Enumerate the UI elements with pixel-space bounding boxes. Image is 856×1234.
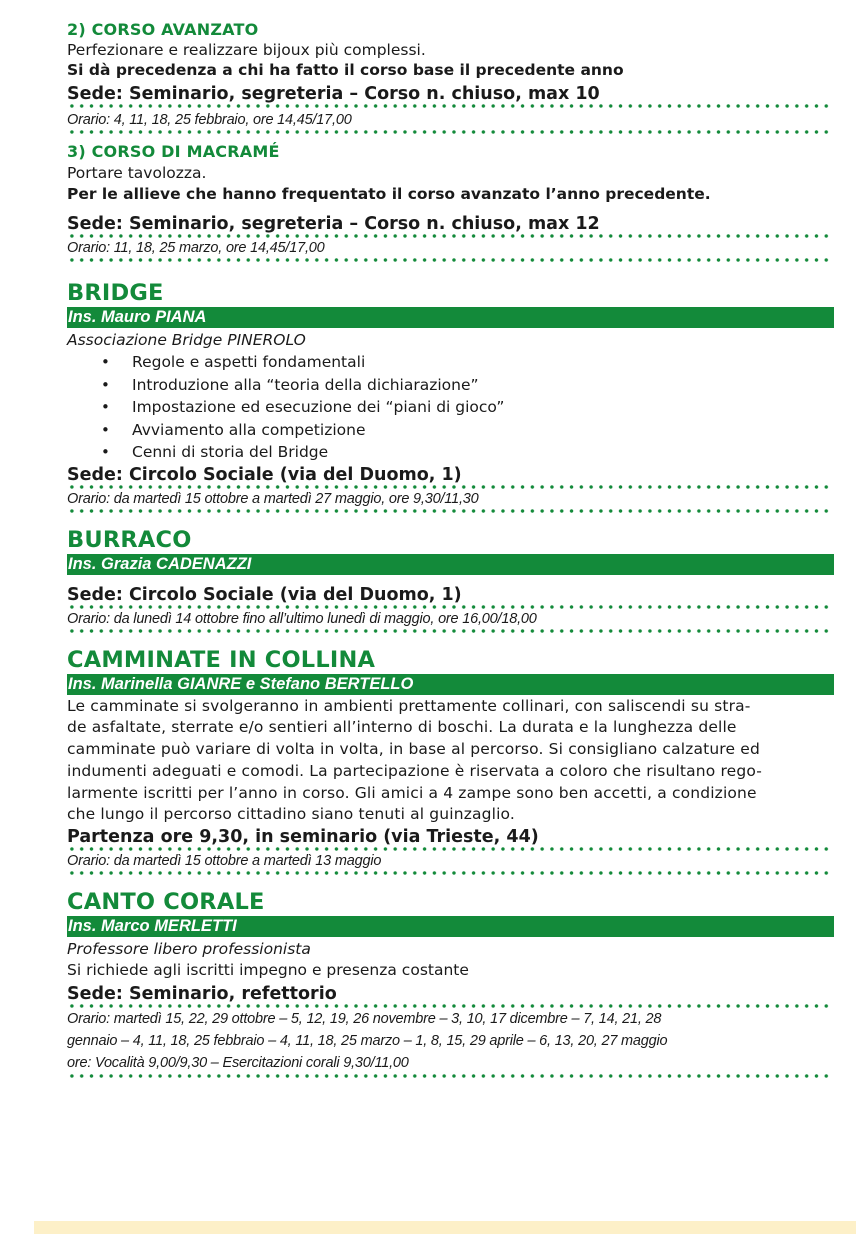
burraco-teacher-bar: Ins. Grazia CADENAZZI: [67, 554, 834, 575]
section-corso-avanzato: [67, 20, 834, 134]
corso-avanzato-desc: Perfezionare e realizzare bijoux più complessi.: [67, 41, 426, 59]
list-item: • Cenni di storia del Bridge: [67, 441, 834, 464]
canto-orario-line: Orario: martedì 15, 22, 29 ottobre – 5, 12, 19, 26 novembre – 3, 10, 17 dicembre – 7, 14, 21, 28: [67, 1011, 662, 1028]
section-camminate: [67, 647, 834, 876]
canto-orario-line: gennaio – 4, 11, 18, 25 febbraio – 4, 11, 18, 25 marzo – 1, 8, 15, 29 aprile – 6, 13, 20, 27 maggio: [67, 1033, 668, 1050]
bridge-sede: Sede: Circolo Sociale (via del Duomo, 1): [67, 464, 462, 485]
bridge-association: Associazione Bridge PINEROLO: [67, 331, 306, 349]
bullet-icon: •: [101, 375, 110, 394]
corso-avanzato-heading: 2) CORSO AVANZATO: [67, 20, 259, 39]
camminate-teacher-bar: Ins. Marinella GIANRE e Stefano BERTELLO: [67, 674, 834, 695]
canto-title: CANTO CORALE: [67, 889, 265, 916]
list-item: • Introduzione alla “teoria della dichiarazione”: [67, 374, 834, 397]
divider-dots: [67, 629, 834, 633]
description-line: Le camminate si svolgeranno in ambienti prettamente collinari, con saliscendi su stra-: [67, 696, 751, 715]
canto-teacher-bar: Ins. Marco MERLETTI: [67, 916, 834, 937]
corso-macrame-desc: Portare tavolozza.: [67, 164, 207, 182]
divider-dots: [67, 509, 834, 513]
corso-macrame-orario: Orario: 11, 18, 25 marzo, ore 14,45/17,00: [67, 240, 325, 256]
corso-avanzato-note: Si dà precedenza a chi ha fatto il corso base il precedente anno: [67, 61, 624, 79]
description-line: camminate può variare di volta in volta, in base al percorso. Si consigliano calzature ed: [67, 740, 760, 759]
canto-note: Si richiede agli iscritti impegno e presenza costante: [67, 961, 469, 980]
description-line: larmente iscritti per l’anno in corso. Gli amici a 4 zampe sono ben accetti, a condizione: [67, 783, 757, 802]
divider-dots: [67, 871, 834, 875]
section-corso-macrame: [67, 142, 834, 262]
divider-dots: [67, 130, 834, 134]
bridge-teacher-bar: Ins. Mauro PIANA: [67, 307, 834, 328]
course-page: [67, 20, 834, 1078]
bridge-orario: Orario: da martedì 15 ottobre a martedì 27 maggio, ore 9,30/11,30: [67, 490, 479, 507]
canto-orario-line: ore: Vocalità 9,00/9,30 – Esercitazioni corali 9,30/11,00: [67, 1055, 409, 1072]
burraco-title: BURRACO: [67, 526, 192, 553]
camminate-orario: Orario: da martedì 15 ottobre a martedì 13 maggio: [67, 853, 382, 870]
bullet-icon: •: [101, 420, 110, 439]
list-item: • Avviamento alla competizione: [67, 419, 834, 442]
description-line: de asfaltate, sterrate e/o sentieri all’interno di boschi. La durata e la lunghezza delle: [67, 718, 737, 737]
camminate-description: [67, 696, 834, 827]
corso-macrame-note: Per le allieve che hanno frequentato il corso avanzato l’anno precedente.: [67, 185, 711, 203]
camminate-partenza: Partenza ore 9,30, in seminario (via Trieste, 44): [67, 827, 539, 848]
divider-dots: [67, 258, 834, 262]
bridge-topics-list: [67, 351, 834, 464]
bullet-icon: •: [101, 443, 110, 461]
burraco-orario: Orario: da lunedì 14 ottobre fino all’ultimo lunedì di maggio, ore 16,00/18,00: [67, 610, 537, 627]
list-item: • Impostazione ed esecuzione dei “piani di gioco”: [67, 396, 834, 419]
corso-avanzato-orario: Orario: 4, 11, 18, 25 febbraio, ore 14,45/17,00: [67, 112, 352, 128]
footer-band: [34, 1221, 856, 1234]
list-item: • Regole e aspetti fondamentali: [67, 351, 834, 374]
corso-macrame-sede: Sede: Seminario, segreteria – Corso n. chiuso, max 12: [67, 214, 600, 234]
camminate-title: CAMMINATE IN COLLINA: [67, 646, 376, 673]
section-canto-corale: [67, 889, 834, 1078]
section-bridge: [67, 280, 834, 513]
bridge-title: BRIDGE: [67, 280, 164, 306]
corso-avanzato-sede: Sede: Seminario, segreteria – Corso n. chiuso, max 10: [67, 84, 600, 104]
canto-role: Professore libero professionista: [67, 940, 311, 959]
section-burraco: [67, 527, 834, 633]
corso-macrame-heading: 3) CORSO DI MACRAMÉ: [67, 142, 280, 161]
burraco-sede: Sede: Circolo Sociale (via del Duomo, 1): [67, 584, 462, 605]
description-line: indumenti adeguati e comodi. La partecipazione è riservata a coloro che risultano rego-: [67, 761, 763, 780]
description-line: che lungo il percorso cittadino siano tenuti al guinzaglio.: [67, 805, 515, 824]
bullet-icon: •: [101, 353, 110, 371]
bullet-icon: •: [101, 398, 110, 416]
divider-dots: [67, 1074, 834, 1078]
canto-sede: Sede: Seminario, refettorio: [67, 984, 337, 1005]
